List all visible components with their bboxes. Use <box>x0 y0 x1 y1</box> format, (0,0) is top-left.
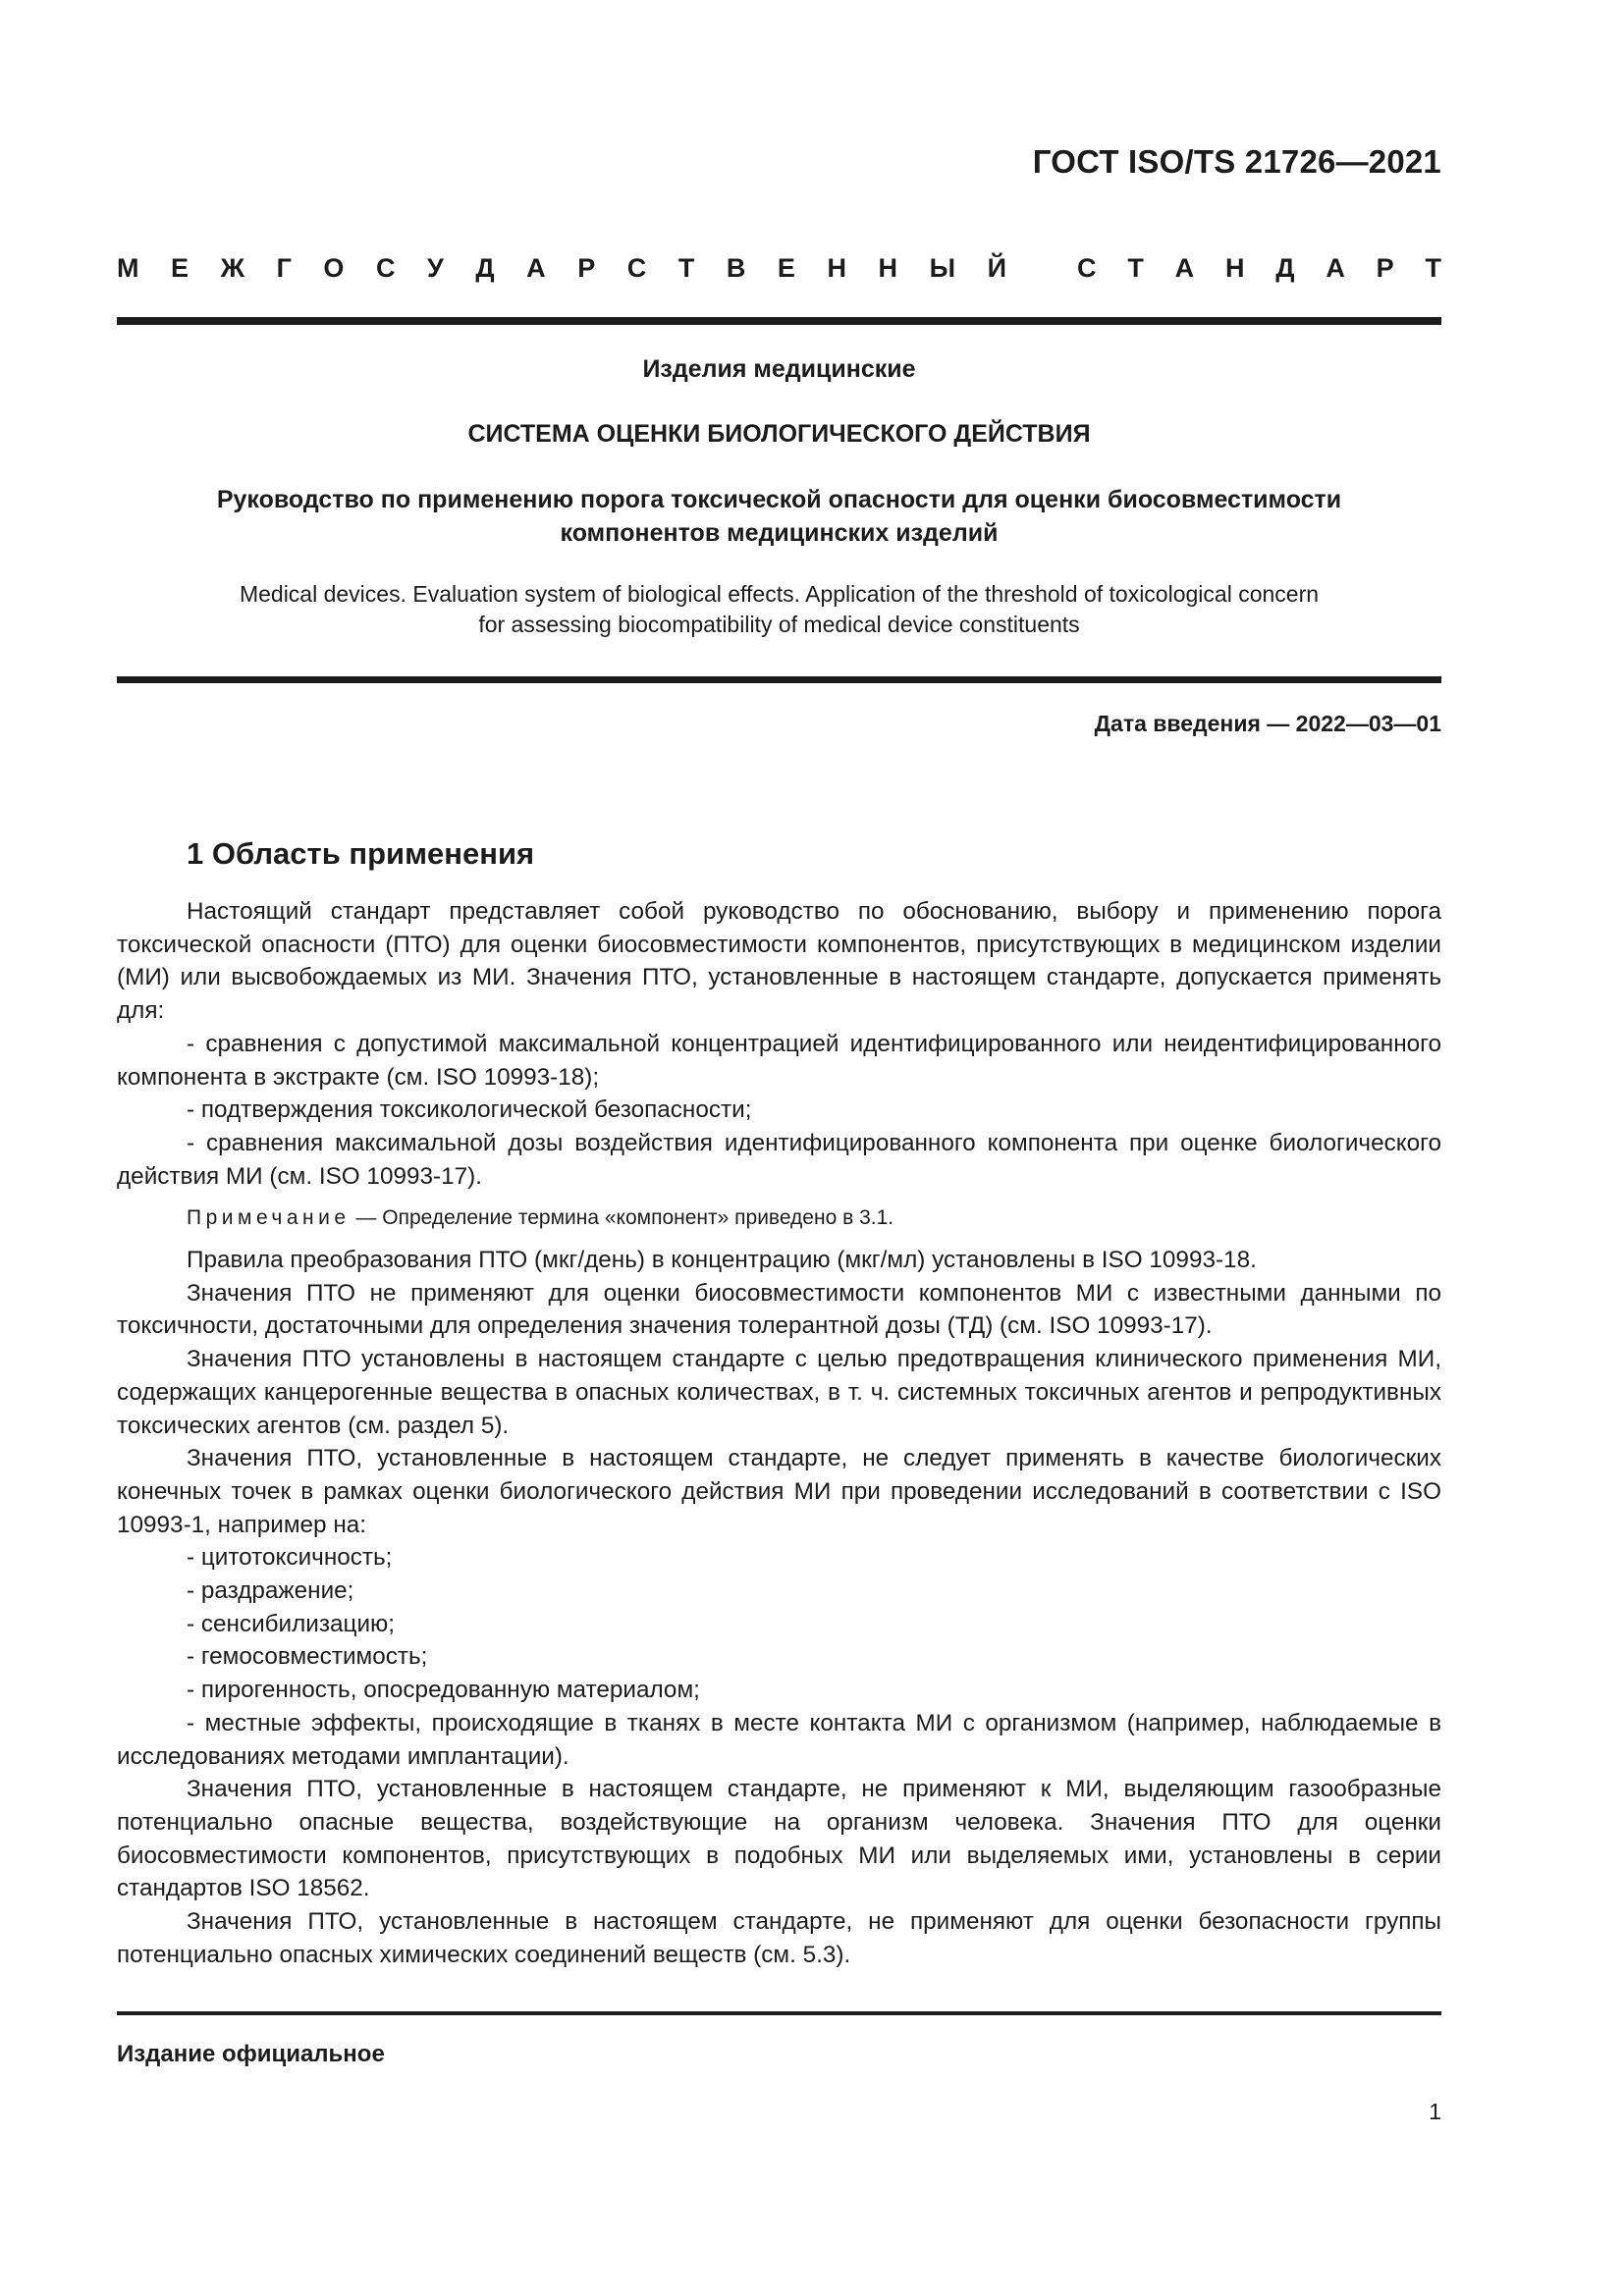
note-text: — Определение термина «компонент» приведено в 3.1. <box>350 1206 894 1230</box>
list-item: - сенсибилизацию; <box>187 1610 395 1637</box>
paragraph: Значения ПТО не применяют для оценки биосовместимости компонентов МИ с известными данными по токсичности, достаточными для определения значения толерантной дозы (ТД) (см. ISO 10993-17). <box>117 1279 1441 1340</box>
list-item: - местные эффекты, происходящие в тканях в месте контакта МИ с организмом (например, наблюдаемые в исследованиях методами имплантации). <box>117 1709 1441 1770</box>
paragraph: Значения ПТО, установленные в настоящем стандарте, не применяют к МИ, выделяющим газообразные потенциально опасные вещества, воздействующие на организм человека. Значения ПТО для оценки биосовместимости компонентов, присутствующих в подобных МИ или выделяемых ими, установлены в серии стандартов ISO 18562. <box>117 1776 1441 1902</box>
heading-letter: А <box>1174 253 1195 283</box>
paragraph: Настоящий стандарт представляет собой руководство по обоснованию, выбору и применению порога токсической опасности (ПТО) для оценки биосовместимости компонентов, присутствующих в медицинском изделии (МИ) или высвобождаемых из МИ. Значения ПТО, установленные в настоящем стандарте, допускается применять для: <box>117 898 1441 1025</box>
heading-letter: С <box>626 253 647 283</box>
list-item: - пирогенность, опосредованную материалом; <box>187 1677 700 1704</box>
list-item: - гемосовместимость; <box>187 1643 428 1671</box>
introduction-date: Дата введения — 2022—03—01 <box>1094 711 1441 736</box>
heading-letter: Ы <box>929 253 956 283</box>
edition-label: Издание официальное <box>117 2041 385 2067</box>
heading-letter: А <box>526 253 546 283</box>
heading-letter: Д <box>1275 253 1295 283</box>
title-english <box>117 579 1441 640</box>
heading-letter: Г <box>276 253 292 283</box>
heading-letter: Д <box>475 253 495 283</box>
list-item: - подтверждения токсикологической безопасности; <box>187 1096 752 1124</box>
top-rule <box>117 317 1441 325</box>
title-guidance-line-1: Руководство по применению порога токсической опасности для оценки биосовместимости <box>216 486 1342 513</box>
title-system: СИСТЕМА ОЦЕНКИ БИОЛОГИЧЕСКОГО ДЕЙСТВИЯ <box>467 420 1091 448</box>
heading-letter: А <box>1326 253 1345 283</box>
heading-letter: Н <box>878 253 898 283</box>
paragraph: Значения ПТО, установленные в настоящем стандарте, не применяют для оценки безопасности группы потенциально опасных химических соединений веществ (см. 5.3). <box>117 1908 1441 1968</box>
heading-letter: С <box>1077 253 1097 283</box>
list-item: - цитотоксичность; <box>187 1544 393 1572</box>
section-heading: 1 Область применения <box>187 836 535 871</box>
list-item: - сравнения с допустимой максимальной концентрацией идентифицированного или неидентифицированного компонента в экстракте (см. ISO 10993-18); <box>117 1030 1441 1091</box>
standard-type-word-2 <box>1077 253 1441 284</box>
heading-letter: Й <box>987 253 1006 283</box>
heading-letter: С <box>375 253 396 283</box>
title-product: Изделия медицинские <box>642 355 916 383</box>
document-code: ГОСТ ISO/TS 21726—2021 <box>1032 143 1441 180</box>
heading-letter: Е <box>171 253 189 283</box>
bottom-rule <box>117 2011 1441 2015</box>
heading-letter: Ж <box>220 253 245 283</box>
heading-letter: Н <box>827 253 846 283</box>
heading-letter: Р <box>577 253 596 283</box>
heading-letter: Т <box>1425 253 1441 283</box>
paragraph: Правила преобразования ПТО (мкг/день) в концентрацию (мкг/мл) установлены в ISO 10993-18. <box>187 1247 1257 1274</box>
heading-letter: Р <box>1376 253 1394 283</box>
title-guidance-line-2: компонентов медицинских изделий <box>560 519 999 547</box>
heading-letter: М <box>117 253 139 283</box>
title-guidance <box>117 483 1441 550</box>
heading-letter: Т <box>1127 253 1144 283</box>
list-item: - сравнения максимальной дозы воздействия идентифицированного компонента при оценке биологического действия МИ (см. ISO 10993-17). <box>117 1129 1441 1190</box>
note-label: Примечание <box>187 1206 351 1230</box>
standard-type-word-1 <box>117 253 1006 284</box>
paragraph: Значения ПТО установлены в настоящем стандарте с целью предотвращения клинического применения МИ, содержащих канцерогенные вещества в опасных количествах, в т. ч. системных токсичных агентов и репродуктивных токсических агентов (см. раздел 5). <box>117 1346 1441 1439</box>
note <box>117 1201 1441 1235</box>
section-body <box>117 895 1441 1972</box>
standard-type-heading <box>117 253 1441 284</box>
heading-letter: В <box>726 253 746 283</box>
heading-letter: О <box>323 253 345 283</box>
heading-letter: У <box>427 253 444 283</box>
heading-letter: Е <box>777 253 795 283</box>
paragraph: Значения ПТО, установленные в настоящем стандарте, не следует применять в качестве биологических конечных точек в рамках оценки биологического действия МИ при проведении исследований в соответствии с ISO 10993-1, например на: <box>117 1445 1441 1538</box>
title-english-line-2: for assessing biocompatibility of medical device constituents <box>478 612 1080 637</box>
heading-letter: Т <box>677 253 695 283</box>
heading-letter: Н <box>1224 253 1245 283</box>
list-item: - раздражение; <box>187 1577 354 1605</box>
page-number: 1 <box>1429 2099 1441 2124</box>
middle-rule <box>117 676 1441 683</box>
title-english-line-1: Medical devices. Evaluation system of biological effects. Application of the threshold of toxicological concern <box>239 581 1320 607</box>
